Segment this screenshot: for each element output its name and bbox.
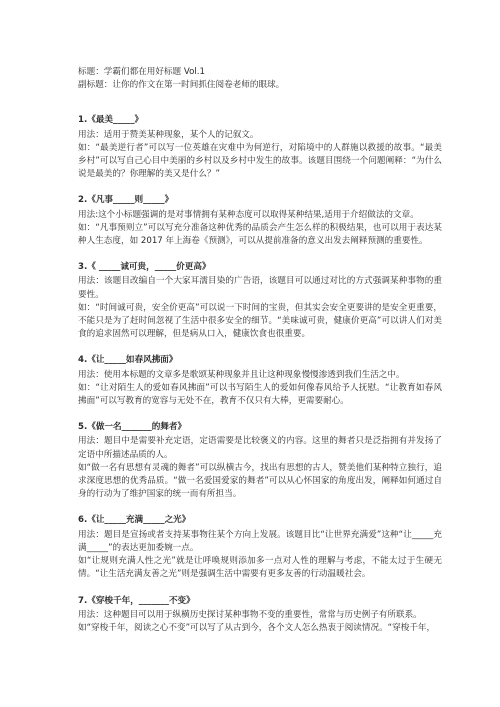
example-paragraph: 如：“最美逆行者”可以写一位英雄在灾难中为何逆行，对陷境中的人群施以救援的故事。“最美乡村”可以写自己心目中美丽的乡村以及乡村中发生的故事。该题目围绕一个问题阐释：“为什么说是最美的？你理解的美又是什么？” [78,142,442,180]
example-paragraph: 如：“让对陌生人的爱如春风拂面”可以书写陌生人的爱如何像春风给予人抚慰。“让教育如春风拂面”可以写教育的宽容与无处不在，教育不仅只有大棒，更需要耐心。 [78,382,442,407]
section-4 [78,354,442,408]
section-title: 1.《最美_____》 [78,115,144,126]
example-paragraph: 如：“时间诚可贵，安全价更高”可以说一下时间的宝贵，但其实会安全更要讲的是安全更重要，不能只是为了赶时间忽视了生活中很多安全的细节。“美味诚可贵，健康价更高”可以讲人们对美食的追求固然可以理解，但是病从口入，健康饮食也很重要。 [78,302,442,340]
example-paragraph: 如“穿梭千年，阅读之心不变”可以写了从古到今，各个文人怎么热衷于阅读情况。“穿梭千年， [78,622,436,633]
section-6 [78,514,442,581]
section-title: 6.《让_____充满_____之光》 [78,515,191,526]
usage-paragraph: 用法：这种题目可以用于纵横历史探讨某种事物不变的重要性，常常与历史例子有所联系。 [78,609,422,620]
section-2 [78,194,442,248]
example-paragraph: 如“做一名有思想有灵魂的舞者”可以纵横古今，找出有思想的古人，赞美他们某种特立独行，追求深度思想的优秀品质。“做一名爱国爱家的舞者”可以从心怀国家的角度出发，阐释如何通过自身的行动为了维护国家的统一而有所担当。 [78,462,442,500]
usage-paragraph: 用法：适用于赞美某种现象，某个人的记叙文。 [78,129,259,140]
document-title: 标题：学霸们都在用好标题 Vol.1 [78,67,205,77]
example-paragraph: 如：“凡事预则立”可以写充分准备这种优秀的品质会产生怎么样的积极结果，也可以用于表达某种人生态度，如 2017 年上海卷《预测》，可以从提前准备的意义出发去阐释预测的重要性。 [78,222,442,247]
example-paragraph: 如“让规则充满人性之光”就是让呼唤规则添加多一点对人性的理解与考虑，不能太过于生硬无情。“让生活充满友善之光”则是强调生活中需要有更多友善的行动温暖社会。 [78,556,442,580]
section-title: 5.《做一名_______的舞者》 [78,422,187,433]
section-title: 3.《 _____诚可贵，_____价更高》 [78,262,211,273]
header-spacer [78,92,442,114]
section-7 [78,595,442,636]
section-title: 2.《凡事_____则_____》 [78,195,174,206]
usage-paragraph: 用法：题目是宣扬或者支持某事物往某个方向上发展。该题目比“让世界充满爱”这种“让_____充满_____”的表达更加委婉一点。 [78,529,442,553]
section-5 [78,421,442,501]
usage-paragraph: 用法:这个小标题强调的是对事情拥有某种态度可以取得某种结果,适用于介绍做法的文章。 [78,209,419,220]
document-subtitle: 副标题：让你的作文在第一时间抓住阅卷老师的眼球。 [78,80,285,91]
usage-paragraph: 用法：该题目改编自一个大家耳濡目染的广告语，该题目可以通过对比的方式强调某种事物的重要性。 [78,276,442,300]
section-3 [78,261,442,341]
usage-paragraph: 用法：使用本标题的文章多是歌颂某种现象并且让这种现象慢慢渗透到我们生活之中。 [78,369,405,380]
section-title: 4.《让_____如春风拂面》 [78,355,178,366]
usage-paragraph: 用法：题目中是需要补充定语，定语需要是比较褒义的内容。这里的舞者只是泛指拥有并发扬了定语中所描述品质的人。 [78,436,442,460]
section-title: 7.《穿梭千年，_______不变》 [78,595,195,606]
section-1 [78,114,442,181]
